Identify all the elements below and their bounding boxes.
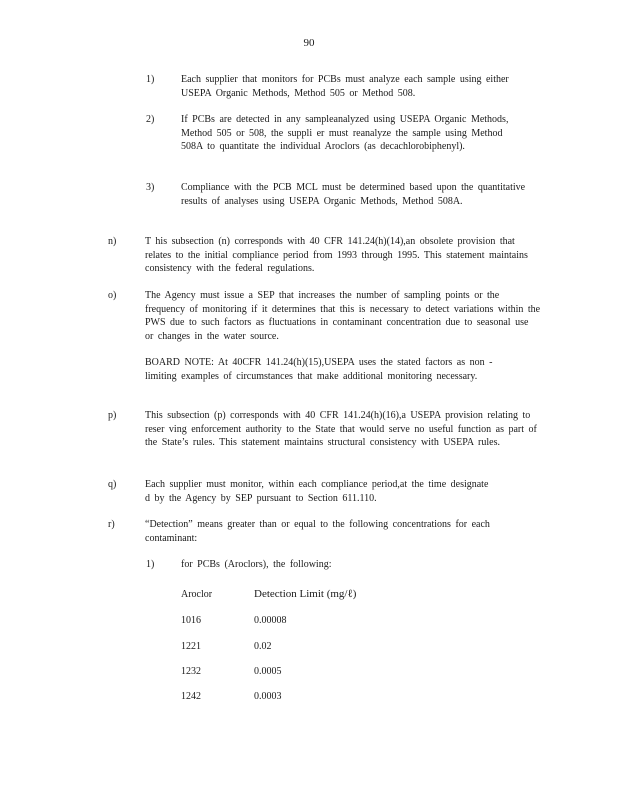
section-text-q: Each supplier must monitor, within each compliance period,at the time designate d by the Agency by SEP pursuant to Section 611.110.: [145, 479, 489, 504]
section-marker-r: r): [108, 519, 115, 530]
item-text-3: Compliance with the PCB MCL must be determined based upon the quantitative results of analyses using USEPA Organic Methods, Method 508A.: [181, 182, 526, 207]
item-text-r1: for PCBs (Aroclors), the following:: [181, 559, 332, 570]
table-cell-limit: 0.02: [254, 641, 272, 652]
item-marker-2: 2): [146, 114, 155, 125]
item-text-2: If PCBs are detected in any sampleanalyzed using USEPA Organic Methods, Method 505 or 508, the suppli er must reanalyze the sample using Method 508A to quantitate the individual Aroclors (as decachlorobiphenyl).: [181, 114, 509, 152]
table-cell-aroclor: 1242: [181, 691, 201, 702]
section-text-n: T his subsection (n) corresponds with 40 CFR 141.24(h)(14),an obsolete provision that relates to the initial compliance period from 1993 through 1995. This statement maintains consistency with the federal regulations.: [145, 236, 528, 274]
table-cell-aroclor: 1016: [181, 615, 201, 626]
section-text-o: The Agency must issue a SEP that increases the number of sampling points or the frequency of monitoring if it determines that this is necessary to detect variations within the PWS due to such factors as fluctuations in contaminant concentration due to seasonal use or changes in the water source.: [145, 290, 541, 342]
item-marker-r1: 1): [146, 559, 155, 570]
item-marker-1: 1): [146, 74, 155, 85]
table-header-aroclor: Aroclor: [181, 589, 213, 600]
item-text-1: Each supplier that monitors for PCBs must analyze each sample using either USEPA Organic Methods, Method 505 or Method 508.: [181, 74, 509, 99]
page-number: 90: [303, 37, 315, 49]
section-text-r: “Detection” means greater than or equal to the following concentrations for each contaminant:: [145, 519, 490, 544]
table-cell-aroclor: 1221: [181, 641, 201, 652]
table-cell-limit: 0.0003: [254, 691, 282, 702]
item-marker-3: 3): [146, 182, 155, 193]
section-marker-q: q): [108, 479, 117, 490]
section-marker-n: n): [108, 236, 117, 247]
table-cell-limit: 0.00008: [254, 615, 287, 626]
board-note: BOARD NOTE: At 40CFR 141.24(h)(15),USEPA uses the stated factors as non -limiting examples of circumstances that make additional monitoring necessary.: [145, 357, 493, 382]
section-text-p: This subsection (p) corresponds with 40 CFR 141.24(h)(16),a USEPA provision relating to reser ving enforcement authority to the State that would serve no useful function as part of the State’s rules. This statement maintains structural consistency with USEPA rules.: [145, 410, 537, 448]
table-cell-aroclor: 1232: [181, 666, 201, 677]
table-cell-limit: 0.0005: [254, 666, 282, 677]
section-marker-p: p): [108, 410, 117, 421]
table-header-detection-limit: Detection Limit (mg/ℓ): [254, 588, 357, 600]
section-marker-o: o): [108, 290, 117, 301]
